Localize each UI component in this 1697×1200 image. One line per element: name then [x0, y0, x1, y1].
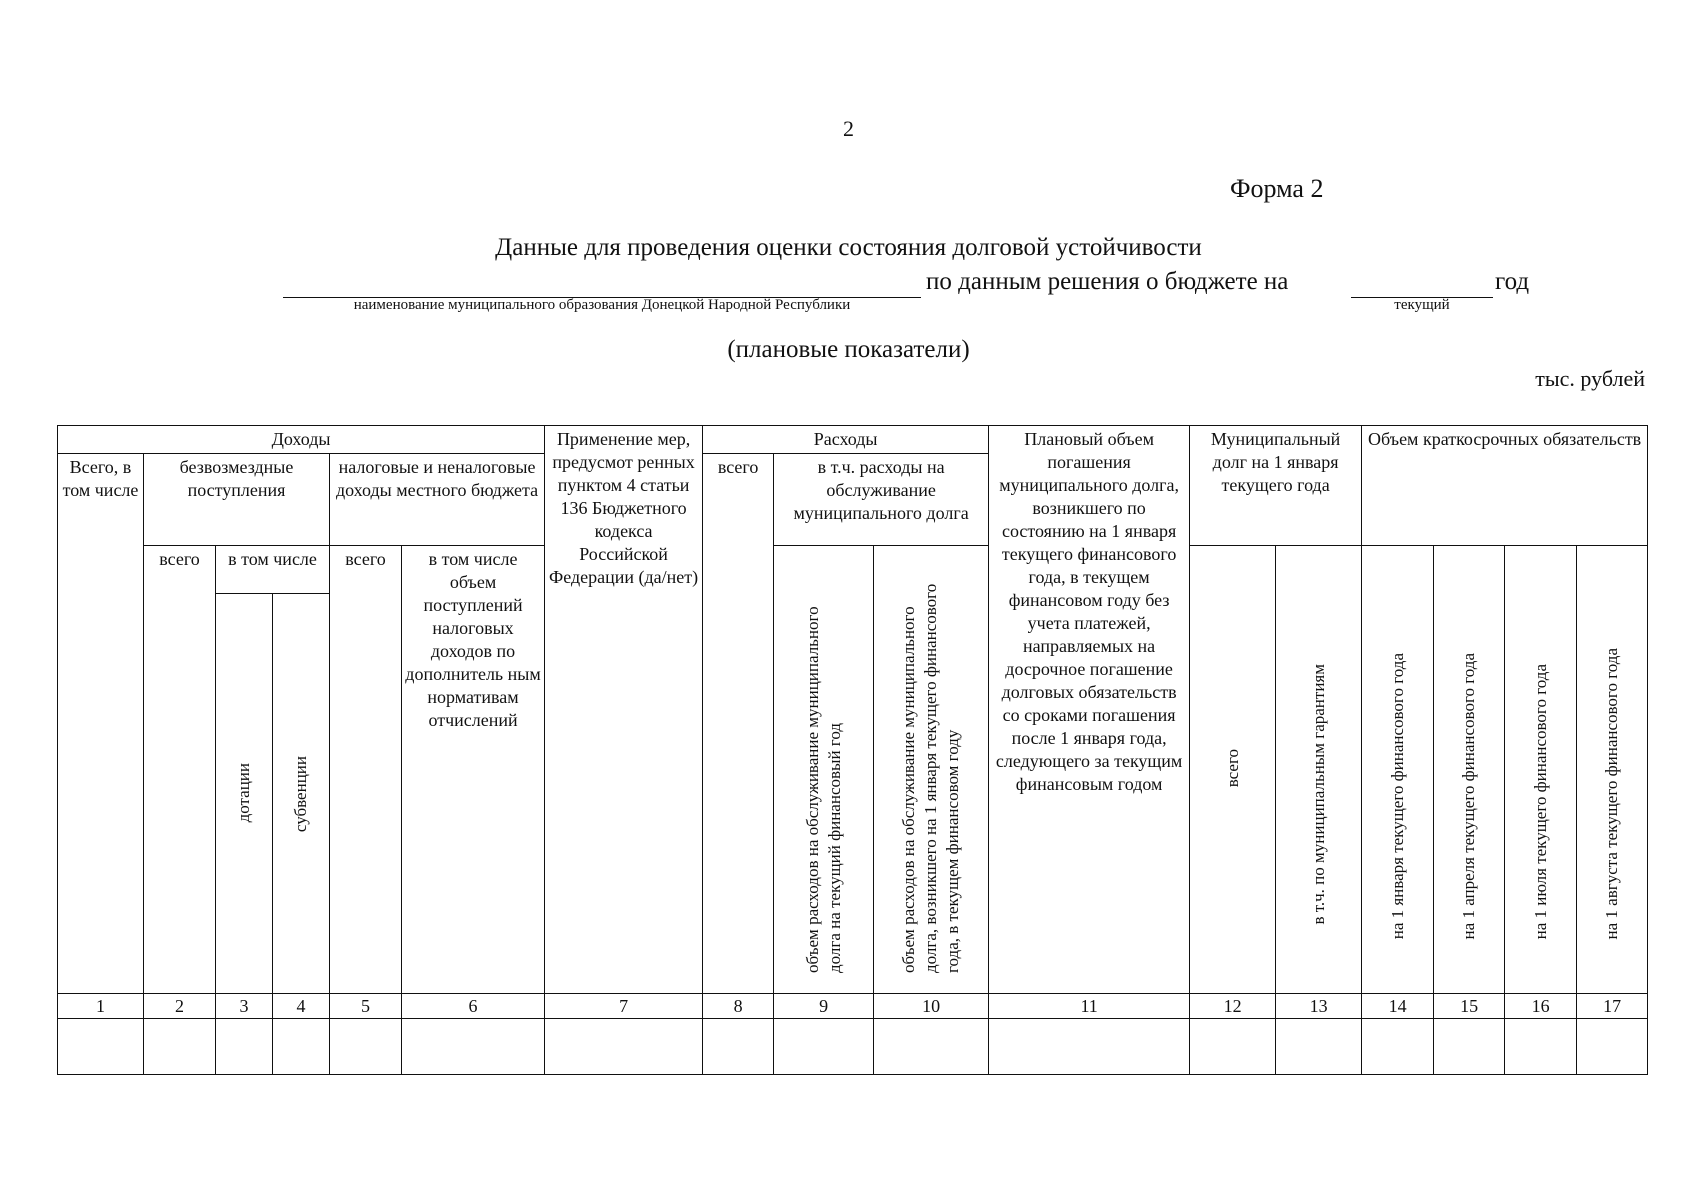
col-number: 16 — [1505, 994, 1577, 1019]
page-number: 2 — [843, 116, 854, 141]
col-number: 7 — [545, 994, 703, 1019]
data-cell[interactable] — [273, 1019, 330, 1075]
header-gratuitous-including: в том числе — [216, 546, 330, 594]
data-cell[interactable] — [1434, 1019, 1505, 1075]
data-cell[interactable] — [545, 1019, 703, 1075]
col-number: 2 — [144, 994, 216, 1019]
year-suffix: год — [1495, 268, 1530, 295]
header-debt-service: в т.ч. расходы на обслуживание муниципального долга — [774, 454, 989, 546]
header-tax-total: всего — [330, 546, 402, 994]
header-expenses-total: всего — [703, 454, 774, 994]
header-st-apr: на 1 апреля текущего финансового года — [1434, 546, 1505, 994]
units-label: тыс. рублей — [1535, 366, 1645, 391]
data-entry-row — [58, 1019, 1648, 1075]
data-cell[interactable] — [402, 1019, 545, 1075]
header-municipal-debt: Муниципальный долг на 1 января текущего года — [1190, 426, 1362, 546]
data-cell[interactable] — [1190, 1019, 1276, 1075]
col-number: 1 — [58, 994, 144, 1019]
data-cell[interactable] — [1362, 1019, 1434, 1075]
col-number: 11 — [989, 994, 1190, 1019]
col-number: 10 — [874, 994, 989, 1019]
header-st-jul: на 1 июля текущего финансового года — [1505, 546, 1577, 994]
col-number: 4 — [273, 994, 330, 1019]
data-cell[interactable] — [1505, 1019, 1577, 1075]
col-number: 9 — [774, 994, 874, 1019]
col-number: 5 — [330, 994, 402, 1019]
data-cell[interactable] — [144, 1019, 216, 1075]
header-short-term: Объем краткосрочных обязательств — [1362, 426, 1648, 546]
header-income: Доходы — [58, 426, 545, 454]
header-expenses: Расходы — [703, 426, 989, 454]
data-cell[interactable] — [216, 1019, 273, 1075]
col-number: 13 — [1276, 994, 1362, 1019]
header-col9: объем расходов на обслуживание муниципального долга на текущий финансовый год — [774, 546, 874, 994]
year-caption: текущий — [1394, 297, 1450, 313]
header-tax-including: в том числе объем поступлений налоговых доходов по дополнитель ным нормативам отчислений — [402, 546, 545, 994]
header-total-including: Всего, в том числе — [58, 454, 144, 994]
header-subventions: субвенции — [273, 594, 330, 994]
col-number: 12 — [1190, 994, 1276, 1019]
header-gratuitous: безвозмездные поступления — [144, 454, 330, 546]
form-label: Форма 2 — [1230, 174, 1324, 203]
data-cell[interactable] — [330, 1019, 402, 1075]
col-number: 8 — [703, 994, 774, 1019]
col-number: 15 — [1434, 994, 1505, 1019]
col-number: 6 — [402, 994, 545, 1019]
data-cell[interactable] — [874, 1019, 989, 1075]
header-st-jan: на 1 января текущего финансового года — [1362, 546, 1434, 994]
header-st-aug: на 1 августа текущего финансового года — [1577, 546, 1648, 994]
header-debt-guarantees: в т.ч. по муниципальным гарантиям — [1276, 546, 1362, 994]
column-numbers-row — [58, 994, 1648, 1019]
col-number: 14 — [1362, 994, 1434, 1019]
document-subtitle: (плановые показатели) — [727, 336, 970, 363]
data-cell[interactable] — [58, 1019, 144, 1075]
header-measures: Применение мер, предусмот ренных пунктом 4 статьи 136 Бюджетного кодекса Российской Федерации (да/нет) — [545, 426, 703, 994]
header-dotations: дотации — [216, 594, 273, 994]
data-cell[interactable] — [1276, 1019, 1362, 1075]
col-number: 17 — [1577, 994, 1648, 1019]
header-gratuitous-total: всего — [144, 546, 216, 994]
header-debt-total: всего — [1190, 546, 1276, 994]
document-title: Данные для проведения оценки состояния долговой устойчивости — [495, 234, 1202, 261]
col-number: 3 — [216, 994, 273, 1019]
header-tax-nontax: налоговые и неналоговые доходы местного бюджета — [330, 454, 545, 546]
budget-decision-text: по данным решения о бюджете на — [926, 268, 1289, 295]
data-cell[interactable] — [1577, 1019, 1648, 1075]
data-cell[interactable] — [989, 1019, 1190, 1075]
header-repayment: Плановый объем погашения муниципального долга, возникшего по состоянию на 1 января текущего финансового года, в текущем финансовом году без учета платежей, направляемых на досрочное погашение долговых обязательств со сроками погашения после 1 января года, следующего за текущим финансовым годом — [989, 426, 1190, 994]
data-cell[interactable] — [774, 1019, 874, 1075]
data-cell[interactable] — [703, 1019, 774, 1075]
municipality-caption: наименование муниципального образования Донецкой Народной Республики — [353, 297, 851, 313]
debt-sustainability-table — [57, 425, 1647, 1075]
header-col10: объем расходов на обслуживание муниципального долга, возникшего на 1 января текущего финансового года, в текущем финансовом году — [874, 546, 989, 994]
